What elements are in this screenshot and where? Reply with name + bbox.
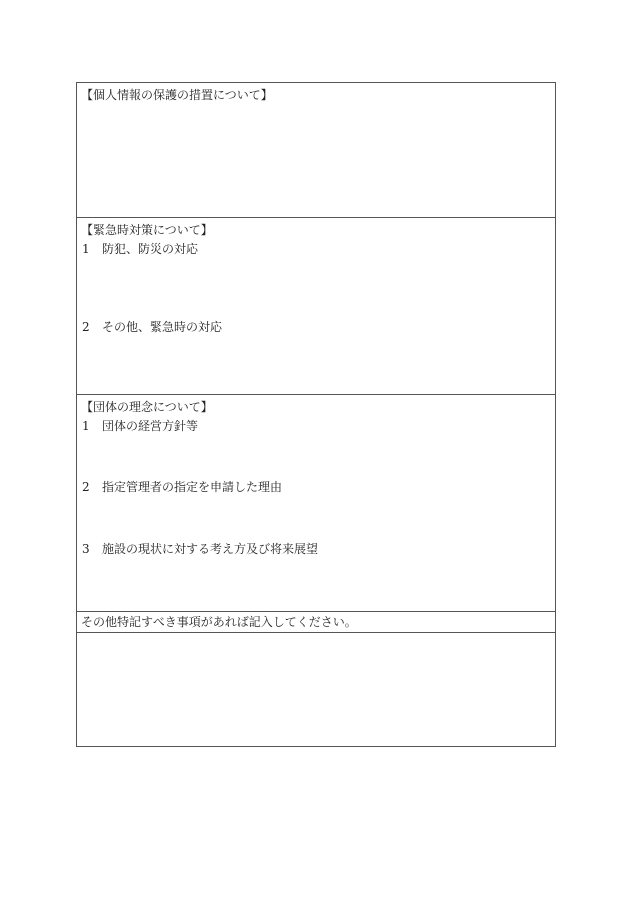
philosophy-section[interactable] [77, 395, 555, 612]
philosophy-item-3: 3 施設の現状に対する考え方及び将来展望 [82, 542, 319, 556]
privacy-section-title: 【個人情報の保護の措置について】 [81, 88, 273, 102]
philosophy-item-2: 2 指定管理者の指定を申請した理由 [82, 480, 283, 494]
other-notes-label: その他特記すべき事項があれば記入してください。 [81, 615, 357, 629]
philosophy-section-title: 【団体の理念について】 [81, 400, 213, 414]
emergency-item-1: 1 防犯、防災の対応 [82, 242, 199, 256]
emergency-section[interactable] [77, 218, 555, 395]
other-notes-label-row [77, 612, 555, 633]
other-notes-field[interactable] [77, 633, 555, 746]
emergency-section-title: 【緊急時対策について】 [81, 223, 213, 237]
philosophy-item-1: 1 団体の経営方針等 [82, 419, 199, 433]
application-form-table [76, 82, 556, 747]
emergency-item-2: 2 その他、緊急時の対応 [82, 320, 223, 334]
privacy-section[interactable] [77, 83, 555, 218]
